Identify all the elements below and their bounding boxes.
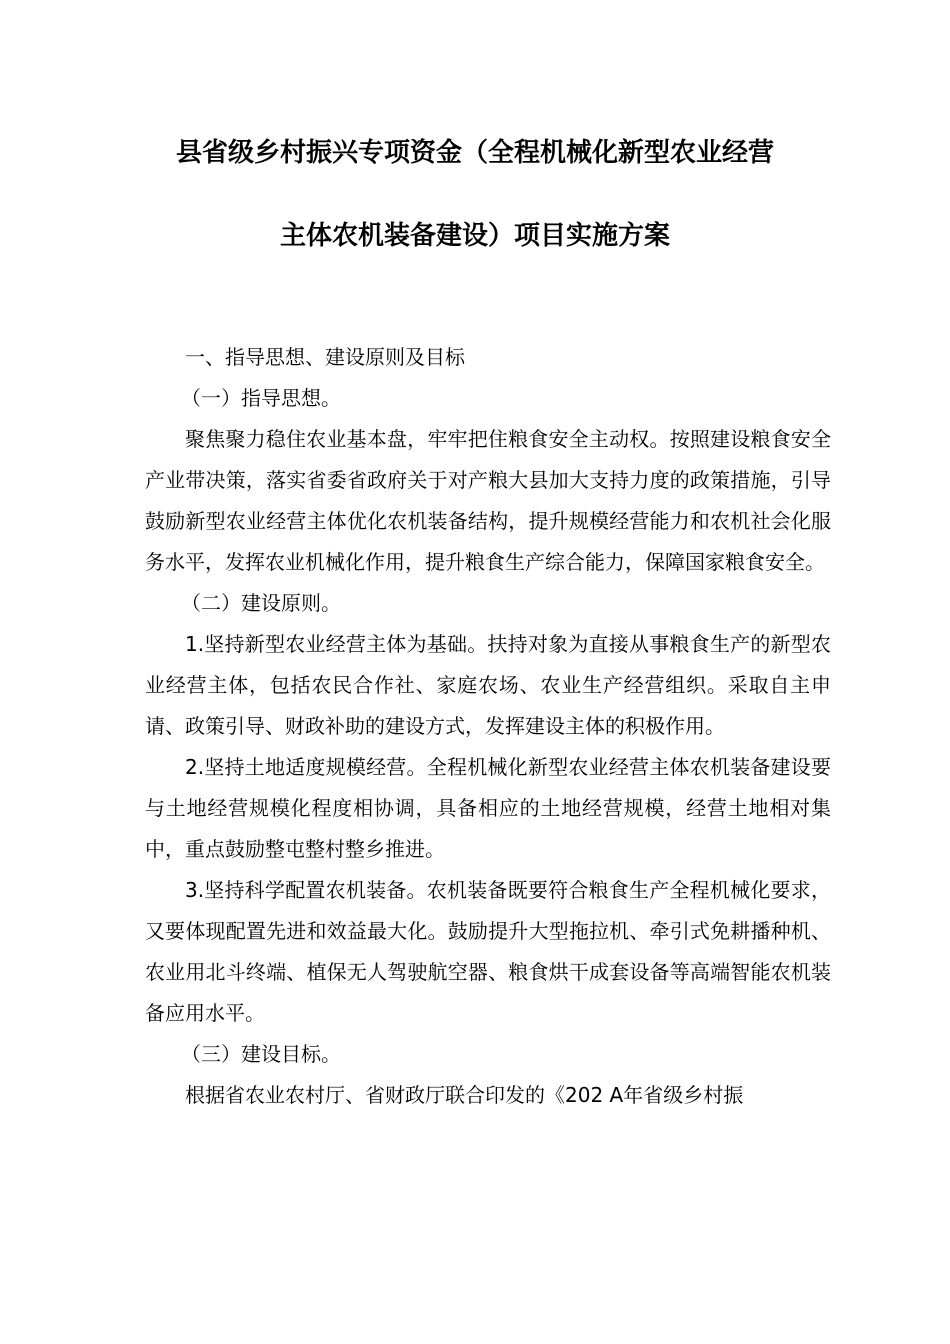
document-body bbox=[145, 337, 831, 1116]
subsection-heading-goals: （三）建设目标。 bbox=[181, 1042, 341, 1066]
subsection-heading-principles: （二）建设原则。 bbox=[181, 591, 341, 615]
paragraph-goals: 根据省农业农村厅、省财政厅联合印发的《202 A年省级乡村振 bbox=[185, 1083, 744, 1107]
document-title-line-1: 县省级乡村振兴专项资金（全程机械化新型农业经营 bbox=[175, 138, 774, 168]
paragraph-principle-3: 3.坚持科学配置农机装备。农机装备既要符合粮食生产全程机械化要求，又要体现配置先进和效益最大化。鼓励提升大型拖拉机、牵引式免耕播种机、农业用北斗终端、植保无人驾驶航空器、粮食烘干成套设备等高端智能农机装备应用水平。 bbox=[145, 878, 831, 1025]
paragraph-guiding-thought: 聚焦聚力稳住农业基本盘，牢牢把住粮食安全主动权。按照建设粮食安全产业带决策，落实省委省政府关于对产粮大县加大支持力度的政策措施，引导鼓励新型农业经营主体优化农机装备结构，提升规模经营能力和农机社会化服务水平，发挥农业机械化作用，提升粮食生产综合能力，保障国家粮食安全。 bbox=[145, 427, 831, 574]
paragraph-principle-2: 2.坚持土地适度规模经营。全程机械化新型农业经营主体农机装备建设要与土地经营规模化程度相协调，具备相应的土地经营规模，经营土地相对集中，重点鼓励整屯整村整乡推进。 bbox=[145, 755, 831, 861]
subsection-heading-guiding-thought: （一）指导思想。 bbox=[181, 386, 341, 410]
paragraph-principle-1: 1.坚持新型农业经营主体为基础。扶持对象为直接从事粮食生产的新型农业经营主体，包括农民合作社、家庭农场、农业生产经营组织。采取自主申请、政策引导、财政补助的建设方式，发挥建设主体的积极作用。 bbox=[145, 632, 831, 738]
document-title-line-2: 主体农机装备建设）项目实施方案 bbox=[279, 221, 670, 251]
section-heading-1: 一、指导思想、建设原则及目标 bbox=[185, 345, 465, 369]
